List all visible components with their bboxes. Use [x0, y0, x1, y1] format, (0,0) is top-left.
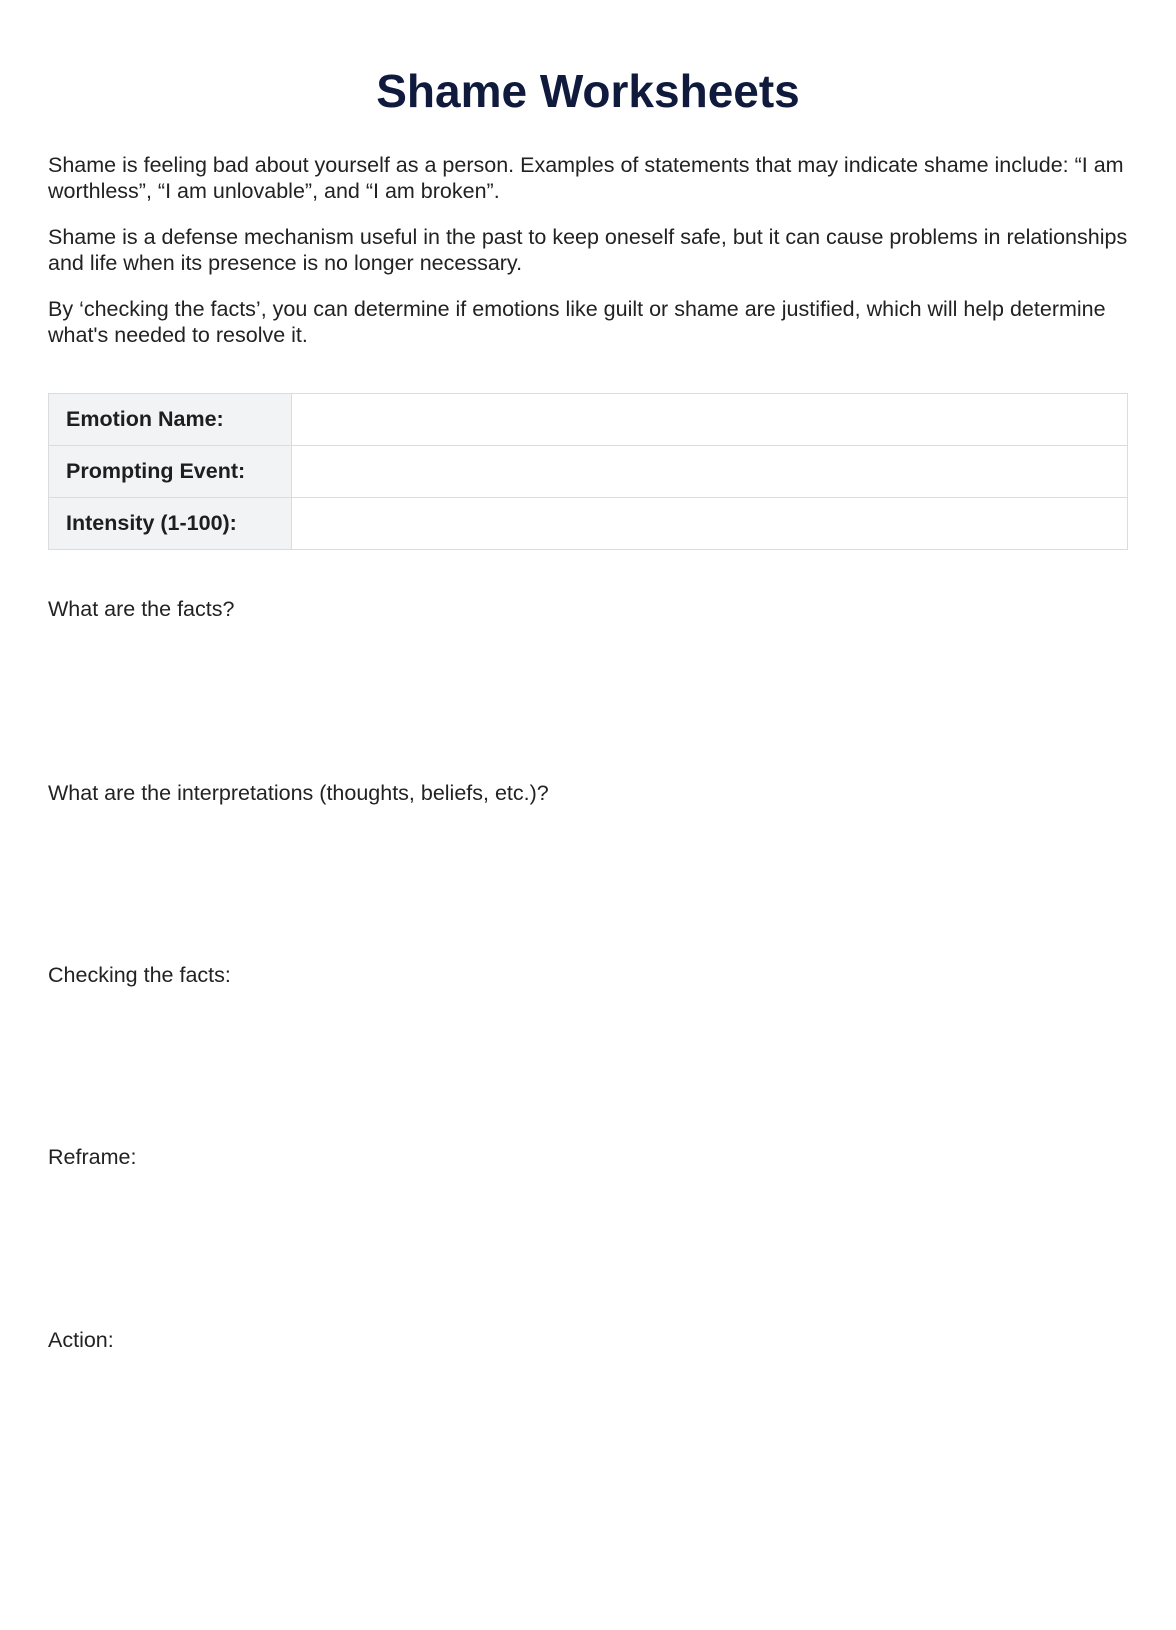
checking-facts-label: Checking the facts:	[48, 963, 231, 987]
emotion-name-field[interactable]	[292, 394, 1128, 446]
emotion-name-label: Emotion Name:	[49, 394, 292, 446]
table-row	[49, 446, 1128, 498]
intensity-label: Intensity (1-100):	[49, 498, 292, 550]
intro-paragraph: By ‘checking the facts’, you can determine if emotions like guilt or shame are justified, which will help determine what's needed to resolve it.	[48, 297, 1106, 347]
facts-question: What are the facts?	[48, 597, 235, 621]
table-row	[49, 498, 1128, 550]
action-label: Action:	[48, 1328, 114, 1352]
page-title: Shame Worksheets	[376, 65, 800, 117]
intro-paragraph: Shame is a defense mechanism useful in the past to keep oneself safe, but it can cause problems in relationships and life when its presence is no longer necessary.	[48, 225, 1128, 275]
prompting-event-label: Prompting Event:	[49, 446, 292, 498]
emotion-info-table	[48, 393, 1128, 550]
interpretations-question: What are the interpretations (thoughts, beliefs, etc.)?	[48, 781, 549, 805]
table-row	[49, 394, 1128, 446]
intensity-field[interactable]	[292, 498, 1128, 550]
reframe-label: Reframe:	[48, 1145, 137, 1169]
intro-paragraph: Shame is feeling bad about yourself as a person. Examples of statements that may indicate shame include: “I am worthless”, “I am unlovable”, and “I am broken”.	[48, 153, 1124, 203]
prompting-event-field[interactable]	[292, 446, 1128, 498]
